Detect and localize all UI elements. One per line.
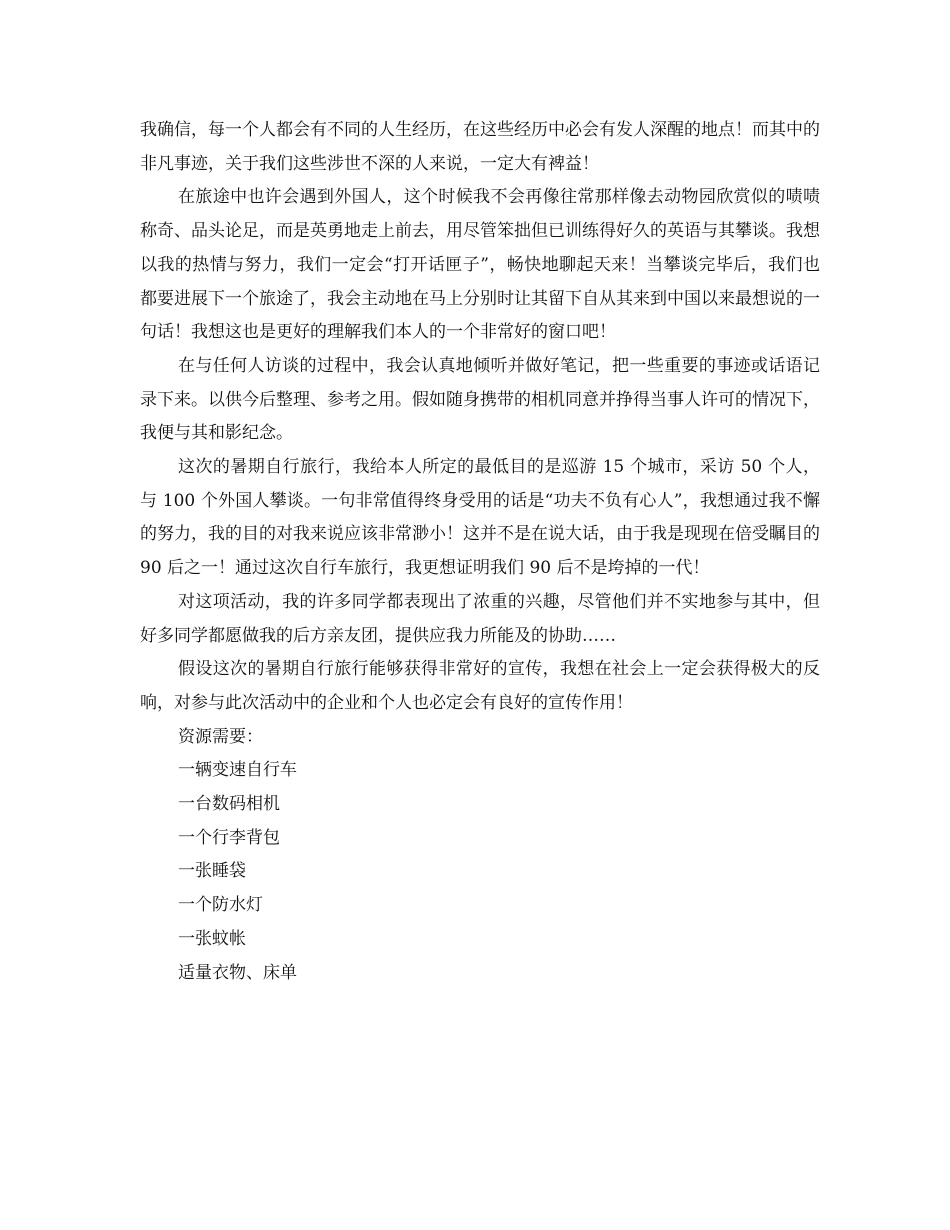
resource-item-mosquito-net: 一张蚊帐 [178,928,246,949]
paragraph-3: 在与任何人访谈的过程中，我会认真地倾听并做好笔记，把一些重要的事迹或话语记录下来。以供今后整理、参考之用。假如随身携带的相机同意并挣得当事人许可的情况下，我便与其和影纪念。 [140,355,820,444]
paragraph-1: 我确信，每一个人都会有不同的人生经历，在这些经历中必会有发人深醒的地点！而其中的非凡事迹，关于我们这些涉世不深的人来说，一定大有裨益！ [140,120,820,174]
resource-item-clothes-sheets: 适量衣物、床单 [178,962,297,983]
resources-heading: 资源需要： [178,726,263,747]
paragraph-5: 对这项活动，我的许多同学都表现出了浓重的兴趣，尽管他们并不实地参与其中，但好多同学都愿做我的后方亲友团，提供应我力所能及的协助…… [140,591,820,646]
paragraph-2: 在旅途中也许会遇到外国人，这个时候我不会再像往常那样像去动物园欣赏似的啧啧称奇、品头论足，而是英勇地走上前去，用尽管笨拙但已训练得好久的英语与其攀谈。我想以我的热情与努力，我们一定会“打开话匣子”，畅快地聊起天来！当攀谈完毕后，我们也都要进展下一个旅途了，我会主动地在马上分别时让其留下自从其来到中国以来最想说的一句话！我想这也是更好的理解我们本人的一个非常好的窗口吧！ [140,187,820,343]
paragraph-6: 假设这次的暑期自行旅行能够获得非常好的宣传，我想在社会上一定会获得极大的反响，对参与此次活动中的企业和个人也必定会有良好的宣传作用！ [140,659,820,713]
resource-item-waterproof-lamp: 一个防水灯 [178,895,263,916]
resource-item-backpack: 一个行李背包 [178,827,280,848]
paragraph-4: 这次的暑期自行旅行，我给本人所定的最低目的是巡游 15 个城市，采访 50 个人，与 100 个外国人攀谈。一句非常值得终身受用的话是“功夫不负有心人”，我想通过我不懈的努力，我的目的对我来说应该非常渺小！这并不是在说大话，由于我是现现在倍受瞩目的 90 后之一！通过这次自行车旅行，我更想证明我们 90 后不是垮掉的一代！ [140,457,820,579]
resource-item-sleeping-bag: 一张睡袋 [178,861,246,882]
resource-item-camera: 一台数码相机 [178,794,280,815]
resource-item-bicycle: 一辆变速自行车 [178,760,297,781]
document-page [140,114,820,990]
